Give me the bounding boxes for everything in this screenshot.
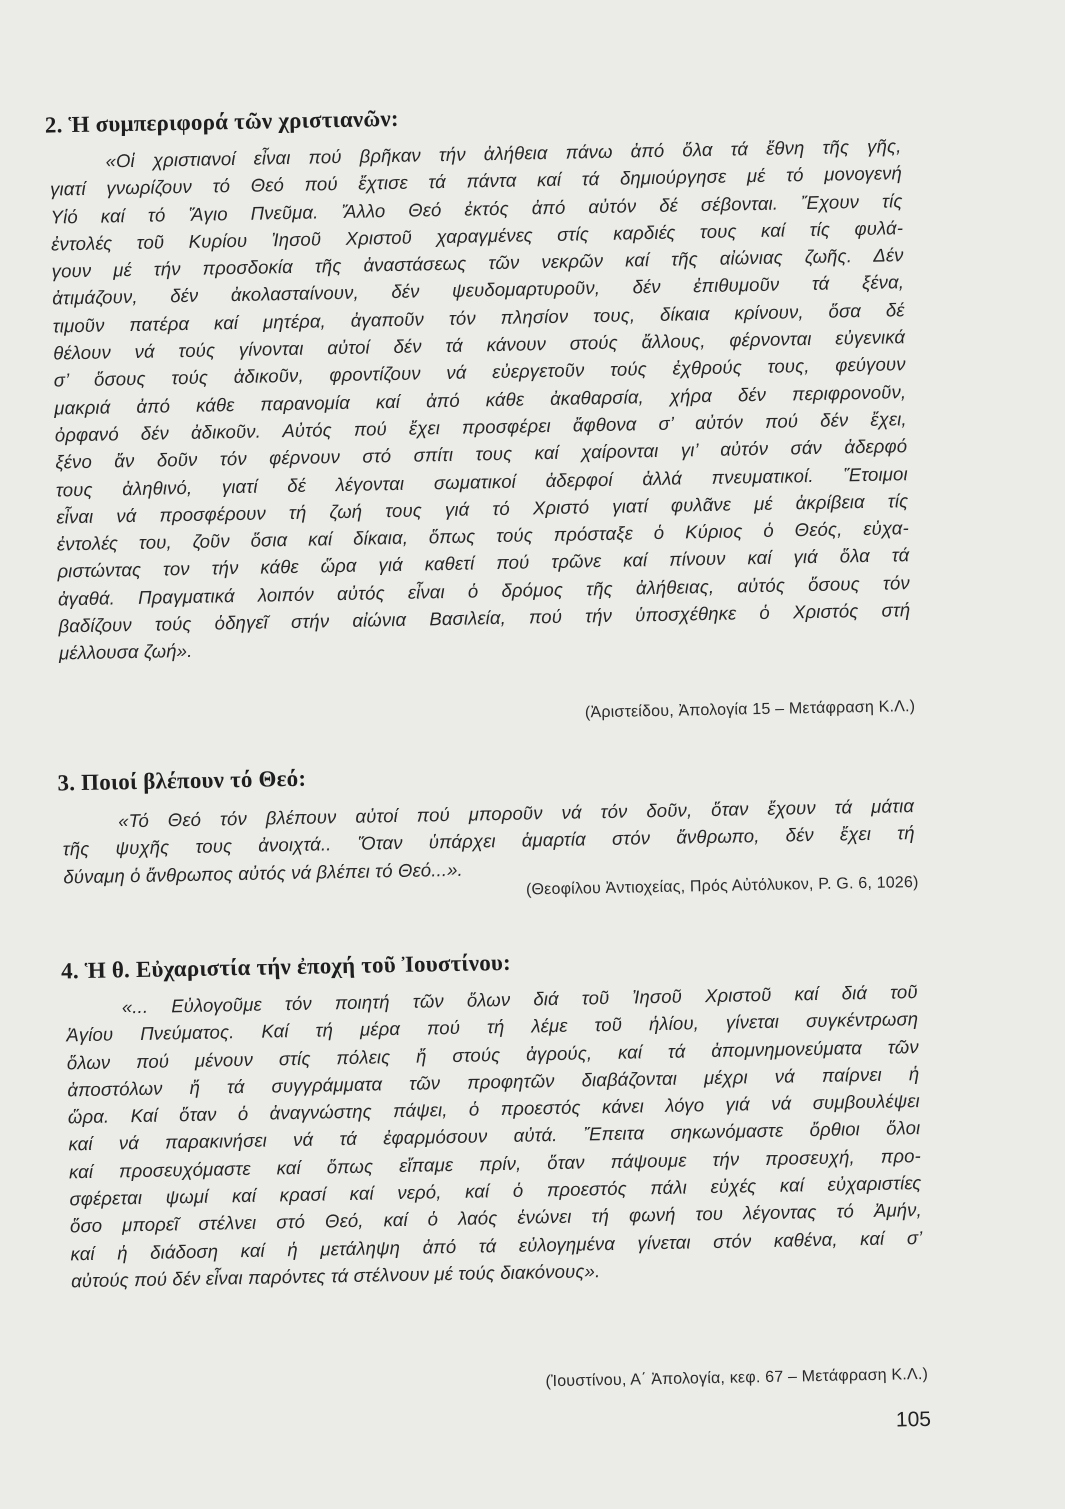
quote-line: ὅσο μπορεῖ στέλνει στό Θεό, καί ὁ λαός ἑνώνει τή φωνή του λέγοντας τό Ἀμήν,	[69, 1199, 923, 1237]
quote-line: ὀρφανό δέν ἀδικοῦν. Αὐτός πού ἔχει προσφέρει ἄφθονα σ’ αὐτόν πού δέν ἔχει,	[54, 408, 907, 446]
quote-line: «Τό Θεό τόν βλέπουν αὐτοί πού μποροῦν νά τόν δοῦν, ὅταν ἔχουν τά μάτια	[118, 795, 915, 832]
quote-line: θέλουν νά τούς γίνονται αὐτοί δέν τά κάνουν στούς ἄλλους, φέρνονται εὐγενικά	[53, 326, 906, 364]
quote-line: «... Εὐλογοῦμε τόν ποιητή τῶν ὅλων διά τοῦ Ἰησοῦ Χριστοῦ καί διά τοῦ	[121, 981, 918, 1018]
quote-line: Ἁγίου Πνεύματος. Καί τή μέρα πού τή λέμε τοῦ ἡλίου, γίνεται συγκέντρωση	[66, 1008, 919, 1046]
quote-line: αὐτούς πού δέν εἶναι παρόντες τά στέλνουν μέ τούς διακόνους».	[70, 1260, 601, 1292]
quote-line: μακριά ἀπό κάθε παρανομία καί ἀπό κάθε ἀκαθαρσία, χήρα δέν περιφρονοῦν,	[54, 380, 907, 419]
quote-line: σ’ ὅσους τούς ἀδικοῦν, φροντίζουν νά εὐεργετοῦν τούς ἐχθρούς τους, φεύγουν	[53, 353, 906, 391]
quote-line: βαδίζουν τούς ὁδηγεῖ στήν αἰώνια Βασιλεία, πού τήν ὑποσχέθηκε ὁ Χριστός στή	[58, 599, 911, 637]
section-4-heading: 4. Ἡ θ. Εὐχαριστία τήν ἐποχή τοῦ Ἰουστίνου:	[60, 949, 512, 984]
section-4-citation: (Ἰουστίνου, Α΄ Ἀπολογία, κεφ. 67 – Μετάφραση Κ.Λ.)	[545, 1365, 929, 1391]
quote-line: εἶναι νά προσφέρουν τή ζωή τους γιά τό Χριστό γιατί φυλᾶνε μέ ἀκρίβεια τίς	[56, 489, 909, 528]
section-4-quote	[66, 978, 924, 1295]
page-number: 105	[895, 1407, 932, 1432]
quote-line: ἀτιμάζουν, δέν ἀκολασταίνουν, δέν ψευδομαρτυροῦν, δέν ἐπιθυμοῦν τά ξένα,	[52, 271, 905, 310]
quote-line: Υἱό καί τό Ἅγιο Πνεῦμα. Ἄλλο Θεό ἐκτός ἀπό αὐτόν δέ σέβονται. Ἔχουν τίς	[50, 189, 903, 228]
quote-line: καί νά παρακινήσει νά τά ἐφαρμόσουν αὐτά. Ἔπειτα σηκωνόμαστε ὄρθιοι ὅλοι	[68, 1117, 921, 1155]
quote-line: καί ἡ διάδοση καί ἡ μετάληψη ἀπό τά εὐλογημένα γίνεται στόν καθένα, καί σ’	[70, 1226, 923, 1265]
quote-line: τῆς ψυχῆς τους ἀνοιχτά.. Ὅταν ὑπάρχει ἁμαρτία στόν ἄνθρωπο, δέν ἔχει τή	[62, 822, 915, 860]
quote-line: γουν μέ τήν προσδοκία τῆς ἀναστάσεως τῶν νεκρῶν καί τῆς αἰώνιας ζωῆς. Δέν	[51, 244, 904, 282]
quote-line: μέλλουσα ζωή».	[58, 640, 193, 664]
section-2-citation: (Ἀριστείδου, Ἀπολογία 15 – Μετάφραση Κ.Λ.)	[584, 698, 916, 722]
quote-line: ἀποστόλων ἤ τά συγγράμματα τῶν προφητῶν διαβάζονται μέχρι νά παίρνει ἡ	[67, 1062, 920, 1101]
quote-line: «Οἱ χριστιανοί εἶναι πού βρῆκαν τήν ἀλήθεια πάνω ἀπό ὅλα τά ἔθνη τῆς γῆς,	[105, 135, 902, 172]
quote-line: γιατί γνωρίζουν τό Θεό πού ἔχτισε τά πάντα καί τά δημιούργησε μέ τό μονογενή	[49, 162, 903, 200]
section-3-heading: 3. Ποιοί βλέπουν τό Θεό:	[57, 765, 307, 796]
quote-line: ἐντολές του, ζοῦν ὅσια καί δίκαια, ὅπως τούς πρόσταξε ὁ Κύριος ὁ Θεός, εὐχα-	[56, 517, 909, 555]
section-3-citation: (Θεοφίλου Ἀντιοχείας, Πρός Αὐτόλυκον, P. G. 6, 1026)	[525, 873, 919, 899]
quote-line: ξένο ἄν δοῦν τόν φέρνουν στό σπίτι τους καί χαίρονται γι’ αὐτόν σάν ἀδερφό	[55, 435, 908, 473]
quote-line: ριστώντας τον τήν κάθε ὥρα γιά καθετί πού τρῶνε καί πίνουν καί γιά ὅλα τά	[57, 544, 910, 582]
quote-line: σφέρεται ψωμί καί κρασί καί νερό, καί ὁ προεστός πάλι εὐχές καί εὐχαριστίες	[69, 1172, 922, 1210]
quote-line: τους ἀληθινό, γιατί δέ λέγονται σωματικοί ἀδερφοί ἀλλά πνευματικοί. Ἕτοιμοι	[55, 462, 908, 501]
section-2-quote	[49, 132, 911, 667]
quote-line: ἀγαθά. Πραγματικά λοιπόν αὐτός εἶναι ὁ δρόμος τῆς ἀλήθειας, αὐτός ὅσους τόν	[57, 571, 911, 610]
quote-line: ἐντολές τοῦ Κυρίου Ἰησοῦ Χριστοῦ χαραγμένες στίς καρδιές τους καί τίς φυλά-	[50, 217, 904, 255]
quote-line: ὥρα. Καί ὅταν ὁ ἀναγνώστης πάψει, ὁ προεστός κάνει λόγο γιά νά συμβουλέψει	[67, 1090, 920, 1128]
quote-line: τιμοῦν πατέρα καί μητέρα, ἀγαποῦν τόν πλησίον τους, δίκαια κρίνουν, ὅσα δέ	[52, 298, 905, 337]
quote-line: δύναμη ὁ ἄνθρωπος αὐτός νά βλέπει τό Θεό...».	[63, 858, 463, 888]
section-2-heading: 2. Ἡ συμπεριφορά τῶν χριστιανῶν:	[44, 105, 399, 138]
quote-line: ὅλων πού μένουν στίς πόλεις ἤ στούς ἀγρούς, καί τά ἀπομνημονεύματα τῶν	[66, 1035, 919, 1073]
quote-line: καί προσευχόμαστε καί ὅπως εἴπαμε πρίν, ὅταν πάψουμε τήν προσευχή, προ-	[68, 1144, 922, 1183]
